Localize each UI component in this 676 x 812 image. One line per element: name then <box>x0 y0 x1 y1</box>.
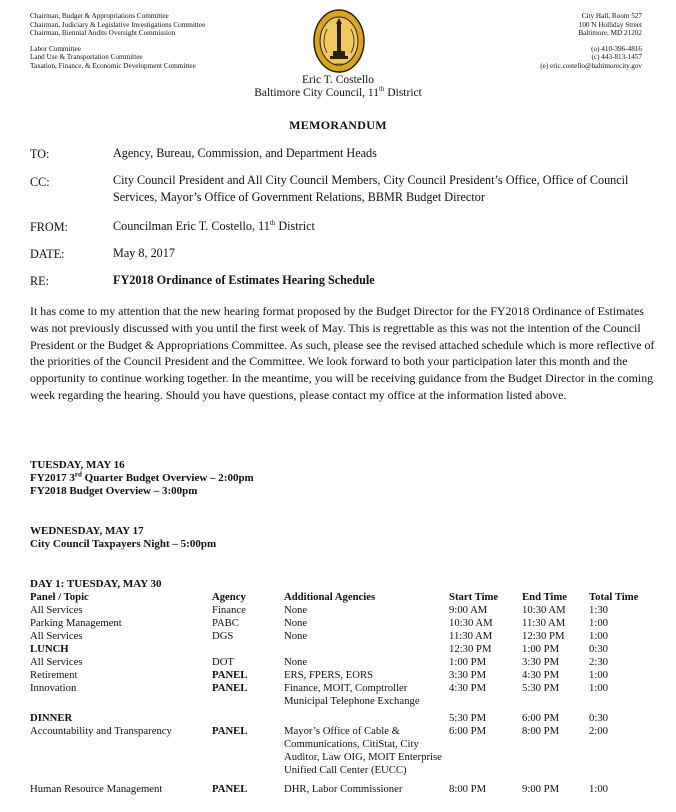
day1-heading: DAY 1: TUESDAY, MAY 30 <box>30 578 162 590</box>
re-value: FY2018 Ordinance of Estimates Hearing Schedule <box>113 273 375 287</box>
column-header: Additional Agencies <box>284 591 376 603</box>
cell-topic: All Services <box>30 656 83 668</box>
address-line: City Hall, Room 527 <box>581 12 642 20</box>
cell-agency <box>212 643 284 656</box>
date-label: DATE: <box>30 247 65 261</box>
cell-additional: ERS, FPERS, EORS <box>284 669 374 681</box>
cell-end: 1:00 PM <box>522 643 560 655</box>
table-row <box>30 669 670 682</box>
table-row <box>30 682 670 708</box>
cell-additional <box>284 712 449 725</box>
committee-line: Chairman, Budget & Appropriations Committee <box>30 12 169 20</box>
header-committees <box>30 12 205 71</box>
cell-agency: PANEL <box>212 669 248 681</box>
wednesday-line1: City Council Taxpayers Night – 5:00pm <box>30 537 217 550</box>
cell-topic: Innovation <box>30 682 77 694</box>
email-link[interactable]: (e) eric.costello@baltimorecity.gov <box>540 61 642 70</box>
cell-topic: All Services <box>30 630 83 642</box>
cell-additional: None <box>284 656 308 668</box>
re-label: RE: <box>30 274 49 288</box>
column-header: Total Time <box>589 591 639 603</box>
cell-end: 12:30 PM <box>522 630 565 642</box>
cell-total: 0:30 <box>589 643 609 655</box>
cell-start: 11:30 AM <box>449 630 493 642</box>
header-contact <box>540 12 642 71</box>
cell-total: 1:00 <box>589 669 609 681</box>
column-header: End Time <box>522 591 568 603</box>
cell-agency: PABC <box>212 617 239 629</box>
cell-topic: Human Resource Management <box>30 783 163 795</box>
tuesday-line2: FY2018 Budget Overview – 3:00pm <box>30 484 198 497</box>
cell-agency: DOT <box>212 656 234 668</box>
cell-end: 10:30 AM <box>522 604 566 616</box>
cell-additional: None <box>284 617 308 629</box>
cell-start: 12:30 PM <box>449 643 492 655</box>
cell-start: 8:00 PM <box>449 783 487 795</box>
cell-topic: DINNER <box>30 712 73 724</box>
column-header: Panel / Topic <box>30 591 89 603</box>
phone-cell: (c) 443-813-1457 <box>591 53 642 62</box>
seal-year: 1797 <box>335 62 343 67</box>
schedule-wednesday <box>30 525 216 551</box>
cell-agency: PANEL <box>212 783 248 795</box>
cell-total: 1:00 <box>589 682 609 694</box>
from-label: FROM: <box>30 220 68 234</box>
cell-agency: PANEL <box>212 725 248 737</box>
cell-agency: Finance <box>212 604 246 616</box>
cell-topic: Accountability and Transparency <box>30 725 172 737</box>
cell-total: 1:00 <box>589 783 609 795</box>
table-row <box>30 643 670 656</box>
cell-end: 4:30 PM <box>522 669 560 681</box>
cell-additional: DHR, Labor Commissioner <box>284 783 403 795</box>
table-row <box>30 712 670 725</box>
tuesday-heading: TUESDAY, MAY 16 <box>30 459 125 471</box>
cell-end: 9:00 PM <box>522 783 560 795</box>
cell-end: 5:30 PM <box>522 682 560 694</box>
table-row <box>30 630 670 643</box>
cell-topic: Parking Management <box>30 617 122 629</box>
table-row <box>30 604 670 617</box>
cell-start: 10:30 AM <box>449 617 493 629</box>
address-line: 100 N Holliday Street <box>578 20 642 29</box>
cell-additional: None <box>284 604 308 616</box>
address-line: Baltimore, MD 21202 <box>578 29 642 38</box>
date-value: May 8, 2017 <box>113 246 175 260</box>
cc-value: City Council President and All City Council Members, City Council President’s Office, Office of Council Services, Mayor’s Office of Government Relations, BBMR Budget Director <box>113 173 629 204</box>
table-row <box>30 617 670 630</box>
from-value: Councilman Eric T. Costello, 11th District <box>113 218 315 233</box>
wednesday-heading: WEDNESDAY, MAY 17 <box>30 525 144 537</box>
cell-total: 2:30 <box>589 656 609 668</box>
city-seal-logo <box>313 9 365 73</box>
schedule-tuesday <box>30 459 254 497</box>
table-row <box>30 783 670 796</box>
cell-additional <box>284 643 449 656</box>
author-org: Baltimore City Council, 11th District <box>254 85 422 99</box>
cell-start: 6:00 PM <box>449 725 487 737</box>
committee-line: Chairman, Biennial Audits Oversight Commission <box>30 29 176 38</box>
phone-office: (o) 410-396-4816 <box>591 44 642 53</box>
column-header: Agency <box>212 591 246 603</box>
cell-start: 3:30 PM <box>449 669 487 681</box>
cell-additional: Mayor’s Office of Cable & Communications, CitiStat, City Auditor, Law OIG, MOIT Enterprise Unified Call Center (EUCC) <box>284 725 442 776</box>
table-row <box>30 656 670 669</box>
committee-line: Land Use & Transportation Committee <box>30 53 143 62</box>
table-row <box>30 725 670 777</box>
day1-schedule-table <box>30 591 670 796</box>
cell-end: 8:00 PM <box>522 725 560 737</box>
cell-topic: Retirement <box>30 669 78 681</box>
cell-agency <box>212 712 284 725</box>
cell-additional: Finance, MOIT, Comptroller Municipal Telephone Exchange <box>284 682 420 707</box>
cell-agency: DGS <box>212 630 234 642</box>
cell-total: 2:00 <box>589 725 609 737</box>
cell-total: 0:30 <box>589 712 609 724</box>
cell-agency: PANEL <box>212 682 248 694</box>
cell-additional: None <box>284 630 308 642</box>
cell-topic: LUNCH <box>30 643 69 655</box>
memo-title: MEMORANDUM <box>289 118 387 132</box>
cell-end: 11:30 AM <box>522 617 566 629</box>
cell-total: 1:00 <box>589 617 609 629</box>
cell-start: 4:30 PM <box>449 682 487 694</box>
day1-table-body <box>30 604 670 796</box>
tuesday-line1: FY2017 3rd Quarter Budget Overview – 2:00pm <box>30 470 254 484</box>
to-label: TO: <box>30 147 50 161</box>
cc-label: CC: <box>30 175 50 189</box>
table-header-row <box>30 591 670 604</box>
committee-line: Chairman, Judiciary & Legislative Investigations Committee <box>30 20 206 29</box>
cell-total: 1:30 <box>589 604 609 616</box>
cell-total: 1:00 <box>589 630 609 642</box>
author-block <box>0 74 676 100</box>
author-name: Eric T. Costello <box>301 74 375 86</box>
day1-table-wrap <box>30 591 670 796</box>
to-value: Agency, Bureau, Commission, and Department Heads <box>113 146 377 160</box>
body-paragraph: It has come to my attention that the new hearing format proposed by the Budget Director for the FY2018 Ordinance of Estimates was not previously discussed with you until the first week of May. This is regrettable as this was not the intention of the Council President or the Budget & Appropriations Committee. As such, please see the revised attached schedule which is more reflective of the priorities of the Council President and the Committee. We look forward to both your participation later this month and the opportunity to continue working together. In the meantime, you will be receiving guidance from the Budget Director in the coming week regarding the hearing. Should you have questions, please contact my office at the information listed above. <box>30 304 655 402</box>
column-header: Start Time <box>449 591 499 603</box>
cell-start: 9:00 AM <box>449 604 488 616</box>
cell-topic: All Services <box>30 604 83 616</box>
cell-start: 5:30 PM <box>449 712 487 724</box>
committee-line: Labor Committee <box>30 44 81 53</box>
cell-end: 3:30 PM <box>522 656 560 668</box>
cell-start: 1:00 PM <box>449 656 487 668</box>
committee-line: Taxation, Finance, & Economic Development Committee <box>30 61 196 70</box>
cell-end: 6:00 PM <box>522 712 560 724</box>
